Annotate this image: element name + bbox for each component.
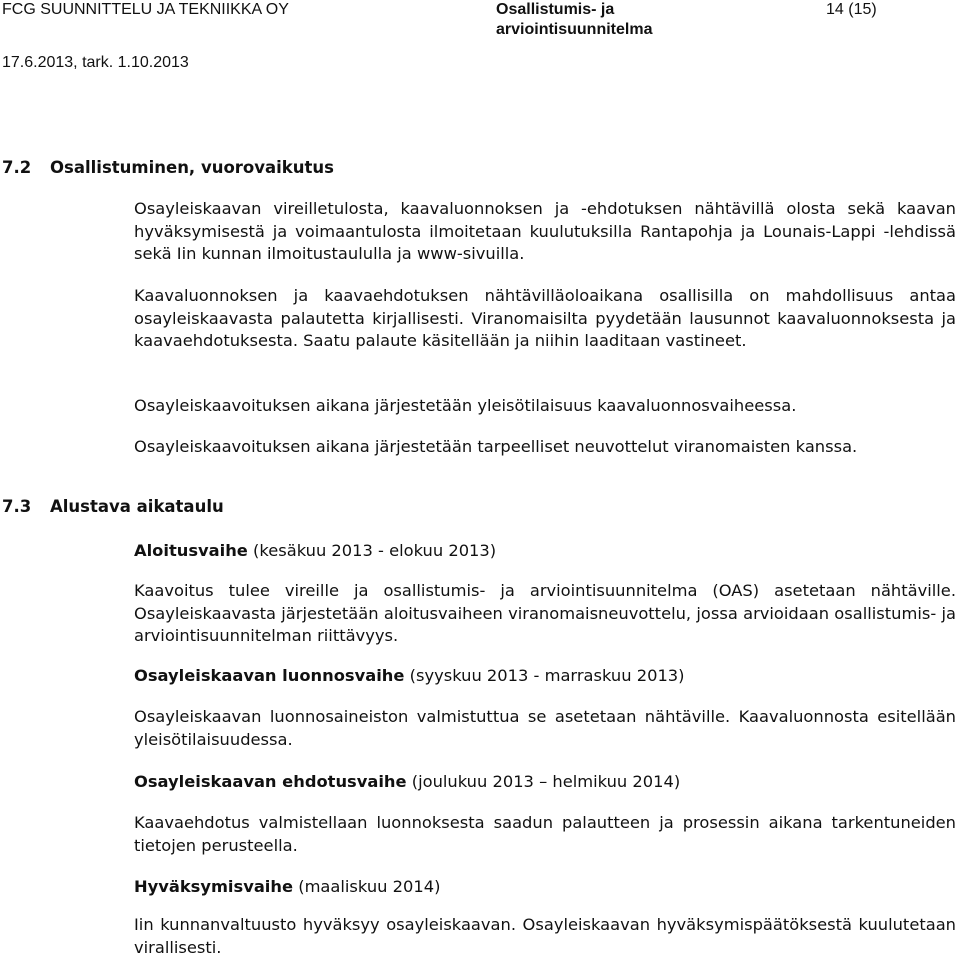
document-title: Osallistumis- ja arviointisuunnitelma	[496, 1, 653, 38]
section-number: 7.2	[2, 158, 32, 177]
section-heading-7-3	[2, 497, 224, 516]
company-name: FCG SUUNNITTELU JA TEKNIIKKA OY	[2, 1, 289, 18]
phase-period: (kesäkuu 2013 - elokuu 2013)	[253, 541, 497, 560]
section-title: Osallistuminen, vuorovaikutus	[50, 158, 334, 177]
phase-description: Kaavoitus tulee vireille ja osallistumis- ja arviointisuunnitelma (OAS) asetetaan nähtäville. Osayleiskaavasta järjestetään aloitusvaiheen viranomaisneuvottelu, jossa arvioidaan osallistumis- ja arviointisuunnitelman riittävyys.	[134, 581, 956, 645]
phase-title	[134, 540, 496, 562]
section-number: 7.3	[2, 497, 32, 516]
phase-name: Osayleiskaavan luonnosvaihe	[134, 666, 405, 685]
phase-period: (maaliskuu 2014)	[298, 877, 441, 896]
page-number: 14 (15)	[826, 1, 877, 18]
phase-title	[134, 771, 680, 793]
paragraph-public-event: Osayleiskaavoituksen aikana järjestetään yleisötilaisuus kaavaluonnosvaiheessa.	[134, 396, 797, 415]
paragraph-negotiations: Osayleiskaavoituksen aikana järjestetään tarpeelliset neuvottelut viranomaisten kanssa.	[134, 437, 858, 456]
phase-period: (joulukuu 2013 – helmikuu 2014)	[411, 772, 681, 791]
phase-title	[134, 876, 440, 898]
paragraph-feedback: Kaavaluonnoksen ja kaavaehdotuksen nähtävilläoloaikana osallisilla on mahdollisuus antaa osayleiskaavasta palautetta kirjallisesti. Viranomaisilta pyydetään lausunnot kaavaluonnoksesta ja kaavaehdotuksesta. Saatu palaute käsitellään ja niihin laaditaan vastineet.	[134, 286, 956, 350]
section-title: Alustava aikataulu	[50, 497, 224, 516]
paragraph-announcements: Osayleiskaavan vireilletulosta, kaavaluonnoksen ja -ehdotuksen nähtävillä olosta sekä kaavan hyväksymisestä ja voimaantulosta ilmoitetaan kuulutuksilla Rantapohja ja Lounais-Lappi -lehdissä sekä Iin kunnan ilmoitustaululla ja www-sivuilla.	[134, 199, 956, 263]
phase-name: Osayleiskaavan ehdotusvaihe	[134, 772, 407, 791]
page-header	[0, 0, 960, 80]
phase-period: (syyskuu 2013 - marraskuu 2013)	[409, 666, 685, 685]
phase-description: Kaavaehdotus valmistellaan luonnoksesta saadun palautteen ja prosessin aikana tarkentuneiden tietojen perusteella.	[134, 813, 956, 855]
phase-description: Osayleiskaavan luonnosaineiston valmistuttua se asetetaan nähtäville. Kaavaluonnosta esitellään yleisötilaisuudessa.	[134, 707, 956, 749]
document-date: 17.6.2013, tark. 1.10.2013	[2, 54, 189, 71]
phase-description: Iin kunnanvaltuusto hyväksyy osayleiskaavan. Osayleiskaavan hyväksymispäätöksestä kuulutetaan virallisesti.	[134, 915, 956, 957]
phase-name: Aloitusvaihe	[134, 541, 248, 560]
phase-title	[134, 665, 685, 687]
section-heading-7-2	[2, 158, 334, 177]
phase-name: Hyväksymisvaihe	[134, 877, 294, 896]
